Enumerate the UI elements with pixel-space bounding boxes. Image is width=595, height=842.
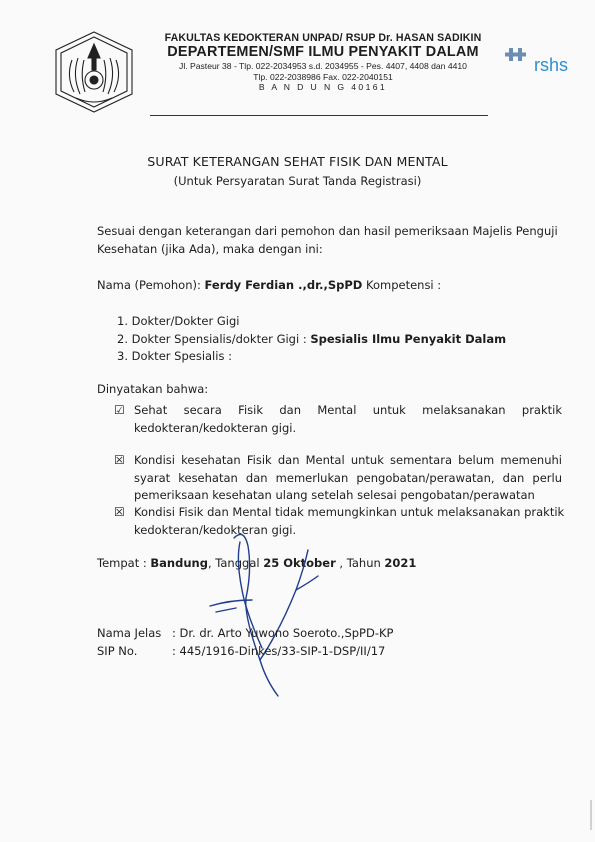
statement-2-line-2: syarat kesehatan dan memerlukan pengobatan/perawatan, dan perlu [134, 471, 562, 485]
letterhead-divider [150, 115, 488, 116]
applicant-name: Ferdy Ferdian .,dr.,SpPD [204, 278, 363, 292]
competency-3-label: 3. Dokter Spesialis : [117, 349, 232, 363]
kompetensi-label: Kompetensi : [365, 278, 442, 292]
crossed-box-icon: ☒ [114, 505, 125, 519]
document-subtitle: (Untuk Persyaratan Surat Tanda Registrasi) [173, 174, 422, 188]
address-line: Jl. Pasteur 38 - Tlp. 022-2034953 s.d. 2034955 - Pes. 4407, 4408 dan 4410 [179, 61, 467, 71]
phone-fax-line: Tlp. 022-2038986 Fax. 022-2040151 [253, 71, 393, 82]
statement-2-line-1: Kondisi kesehatan Fisik dan Mental untuk sementara belum memenuhi [134, 453, 562, 467]
intro-line-1: Sesuai dengan keterangan dari pemohon dan hasil pemeriksaan Majelis Penguji [97, 224, 558, 238]
statement-3-line-1: Kondisi Fisik dan Mental tidak memungkinkan untuk melaksanakan praktik [134, 505, 565, 519]
statement-1-line-2: kedokteran/kedokteran gigi. [134, 421, 297, 435]
declared-label: Dinyatakan bahwa: [97, 382, 209, 396]
competency-1-label: 1. Dokter/Dokter Gigi [117, 314, 240, 328]
rshs-logo-text: rshs [534, 55, 569, 74]
applicant-line [97, 276, 441, 294]
year-label: , Tahun [335, 556, 385, 570]
department-name: DEPARTEMEN/SMF ILMU PENYAKIT DALAM [167, 44, 479, 60]
list-item [117, 330, 506, 348]
unpad-logo-icon [52, 30, 136, 114]
signatory-name-label: Nama Jelas [97, 626, 162, 640]
intro-line-2: Kesehatan (jika Ada), maka dengan ini: [97, 242, 323, 256]
signatory-name-value: : Dr. dr. Arto Yuwono Soeroto.,SpPD-KP [172, 626, 394, 640]
competency-2-label: 2. Dokter Spensialis/dokter Gigi : [117, 332, 311, 346]
year-value: 2021 [384, 556, 417, 570]
checked-box-icon: ☑ [114, 403, 125, 417]
date-label: , Tanggal [207, 556, 264, 570]
statement-1-line-1: Sehat secara Fisik dan Mental untuk melaksanakan praktik [134, 403, 562, 417]
list-item [117, 347, 232, 365]
document-title: SURAT KETERANGAN SEHAT FISIK DAN MENTAL [147, 154, 448, 169]
page-edge-mark [585, 800, 593, 830]
applicant-label: Nama (Pemohon): [97, 278, 201, 292]
letterhead [148, 32, 498, 93]
competency-2-value: Spesialis Ilmu Penyakit Dalam [310, 332, 507, 346]
statement-2-line-3: pemeriksaan kesehatan ulang setelah selesai pengobatan/perawatan [134, 488, 535, 502]
sip-value: : 445/1916-Dinkes/33-SIP-1-DSP/II/17 [172, 644, 386, 658]
statement-3-line-2: kedokteran/kedokteran gigi. [134, 523, 297, 537]
city-line: B A N D U N G 40161 [258, 82, 388, 92]
list-item [117, 312, 240, 330]
faculty-name: FAKULTAS KEDOKTERAN UNPAD/ RSUP Dr. HASAN SADIKIN [164, 32, 482, 44]
crossed-box-icon: ☒ [114, 453, 125, 467]
sip-label: SIP No. [97, 644, 138, 658]
date-value: 25 Oktober [263, 556, 336, 570]
place-value: Bandung [150, 556, 208, 570]
rshs-logo-icon [505, 46, 585, 74]
place-label: Tempat : [97, 556, 151, 570]
signature-icon [200, 520, 360, 700]
